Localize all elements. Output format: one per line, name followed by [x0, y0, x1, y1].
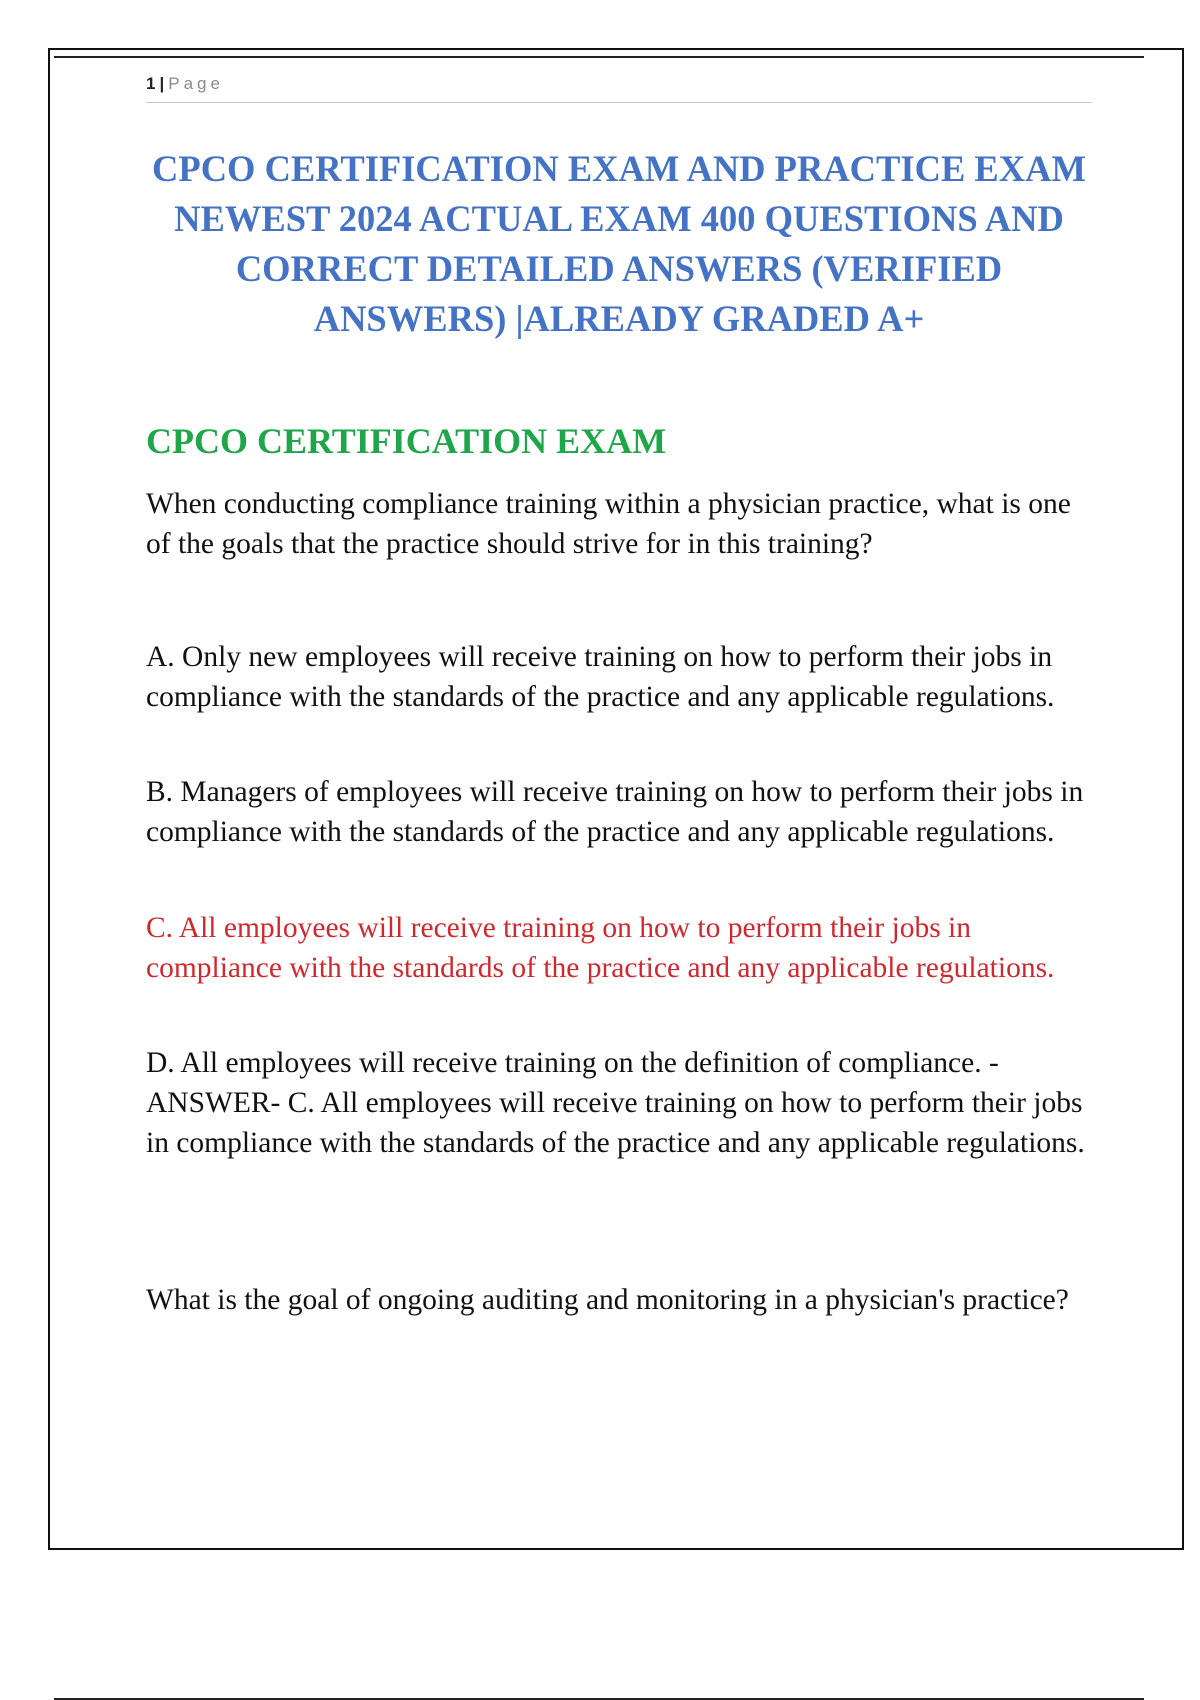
question-1-prompt: When conducting compliance training within a physician practice, what is one of the goals that the practice should strive for in this training?	[146, 488, 1071, 560]
question-1-option-b: B. Managers of employees will receive training on how to perform their jobs in compliance with the standards of the practice and any applicable regulations.	[146, 776, 1084, 848]
question-1-option-d-answer: D. All employees will receive training on the definition of compliance. - ANSWER- C. All employees will receive training on how to perform their jobs in compliance with the standards of the practice and any applicable regulations.	[146, 1047, 1085, 1159]
question-2-prompt: What is the goal of ongoing auditing and monitoring in a physician's practice?	[146, 1284, 1069, 1316]
page-header	[146, 74, 1092, 103]
section-title: CPCO CERTIFICATION EXAM	[146, 421, 667, 461]
document-title: CPCO CERTIFICATION EXAM AND PRACTICE EXAM NEWEST 2024 ACTUAL EXAM 400 QUESTIONS AND CORRECT DETAILED ANSWERS (VERIFIED ANSWERS) |ALREADY GRADED A+	[152, 148, 1086, 339]
page-separator: |	[159, 74, 165, 93]
question-1-option-a: A. Only new employees will receive training on how to perform their jobs in compliance with the standards of the practice and any applicable regulations.	[146, 641, 1055, 713]
page-number: 1	[146, 74, 156, 93]
page-label: Page	[168, 74, 224, 93]
question-1-option-c-correct: C. All employees will receive training on how to perform their jobs in compliance with the standards of the practice and any applicable regulations.	[146, 912, 1055, 984]
